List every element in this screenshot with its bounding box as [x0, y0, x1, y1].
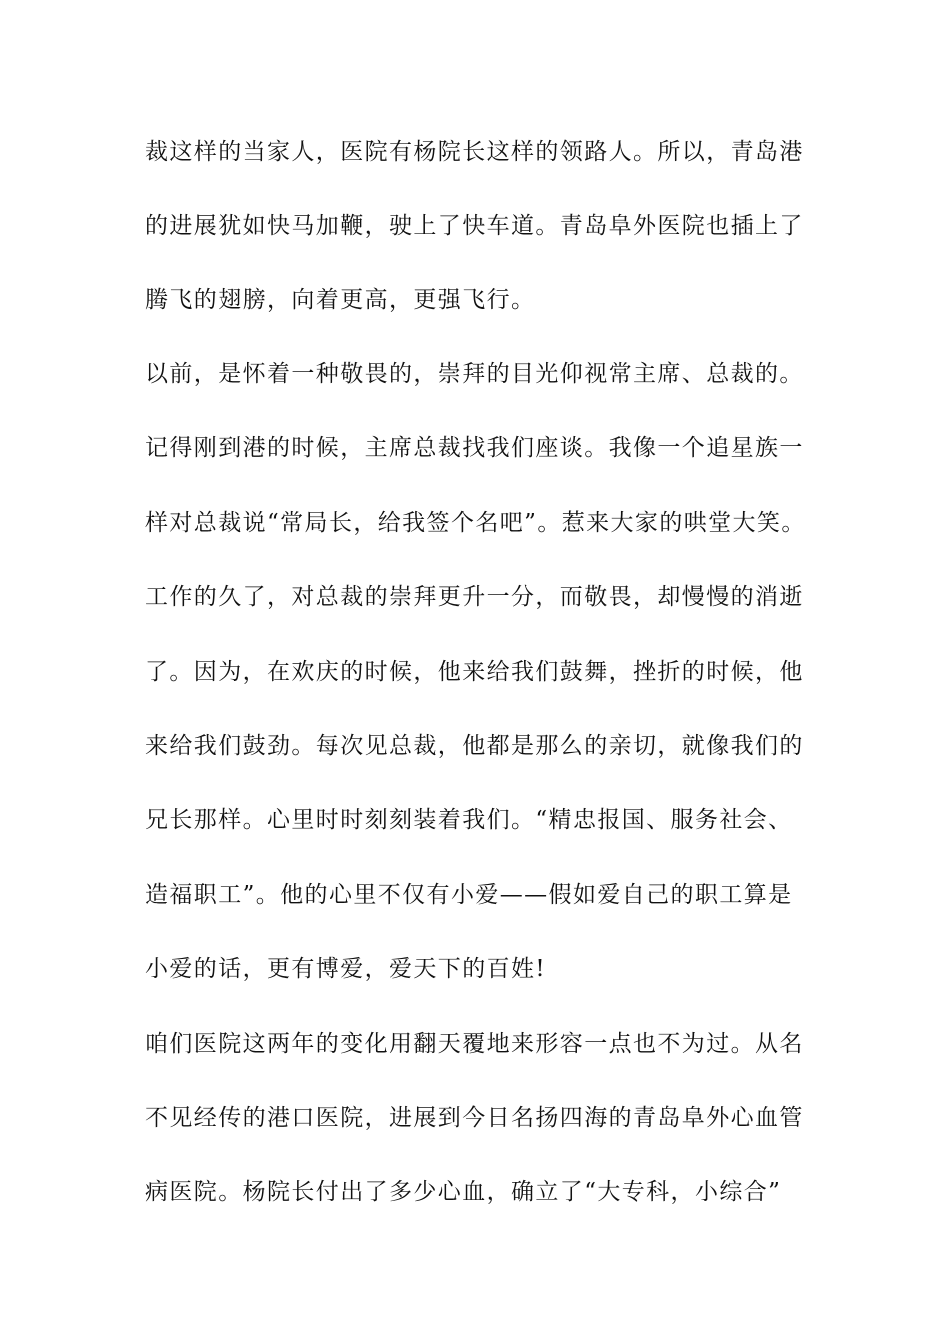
text-line: 腾飞的翅膀，向着更高，更强飞行。	[145, 287, 536, 313]
text-line: 咱们医院这两年的变化用翻天覆地来形容一点也不为过。从名	[145, 1031, 804, 1057]
text-line: 记得刚到港的时候，主席总裁找我们座谈。我像一个追星族一	[145, 435, 804, 461]
text-line: 不见经传的港口医院，进展到今日名扬四海的青岛阜外心血管	[145, 1105, 804, 1131]
text-line: 兄长那样。心里时时刻刻装着我们。“精忠报国、服务社会、	[145, 807, 793, 833]
text-line: 造福职工”。他的心里不仅有小爱——假如爱自己的职工算是	[145, 882, 793, 908]
text-line: 以前，是怀着一种敬畏的，崇拜的目光仰视常主席、总裁的。	[145, 361, 804, 387]
text-line: 病医院。杨院长付出了多少心血，确立了“大专科，小综合”	[145, 1179, 782, 1205]
text-line: 裁这样的当家人，医院有杨院长这样的领路人。所以，青岛港	[145, 139, 804, 165]
text-line: 来给我们鼓劲。每次见总裁，他都是那么的亲切，就像我们的	[145, 733, 804, 759]
text-line: 小爱的话，更有博爱，爱天下的百姓!	[145, 956, 547, 982]
text-line: 了。因为，在欢庆的时候，他来给我们鼓舞，挫折的时候，他	[145, 659, 804, 685]
text-line: 样对总裁说“常局长，给我签个名吧”。惹来大家的哄堂大笑。	[145, 510, 806, 536]
text-line: 的进展犹如快马加鞭，驶上了快车道。青岛阜外医院也插上了	[145, 213, 804, 239]
text-line: 工作的久了，对总裁的崇拜更升一分，而敬畏，却慢慢的消逝	[145, 584, 804, 610]
